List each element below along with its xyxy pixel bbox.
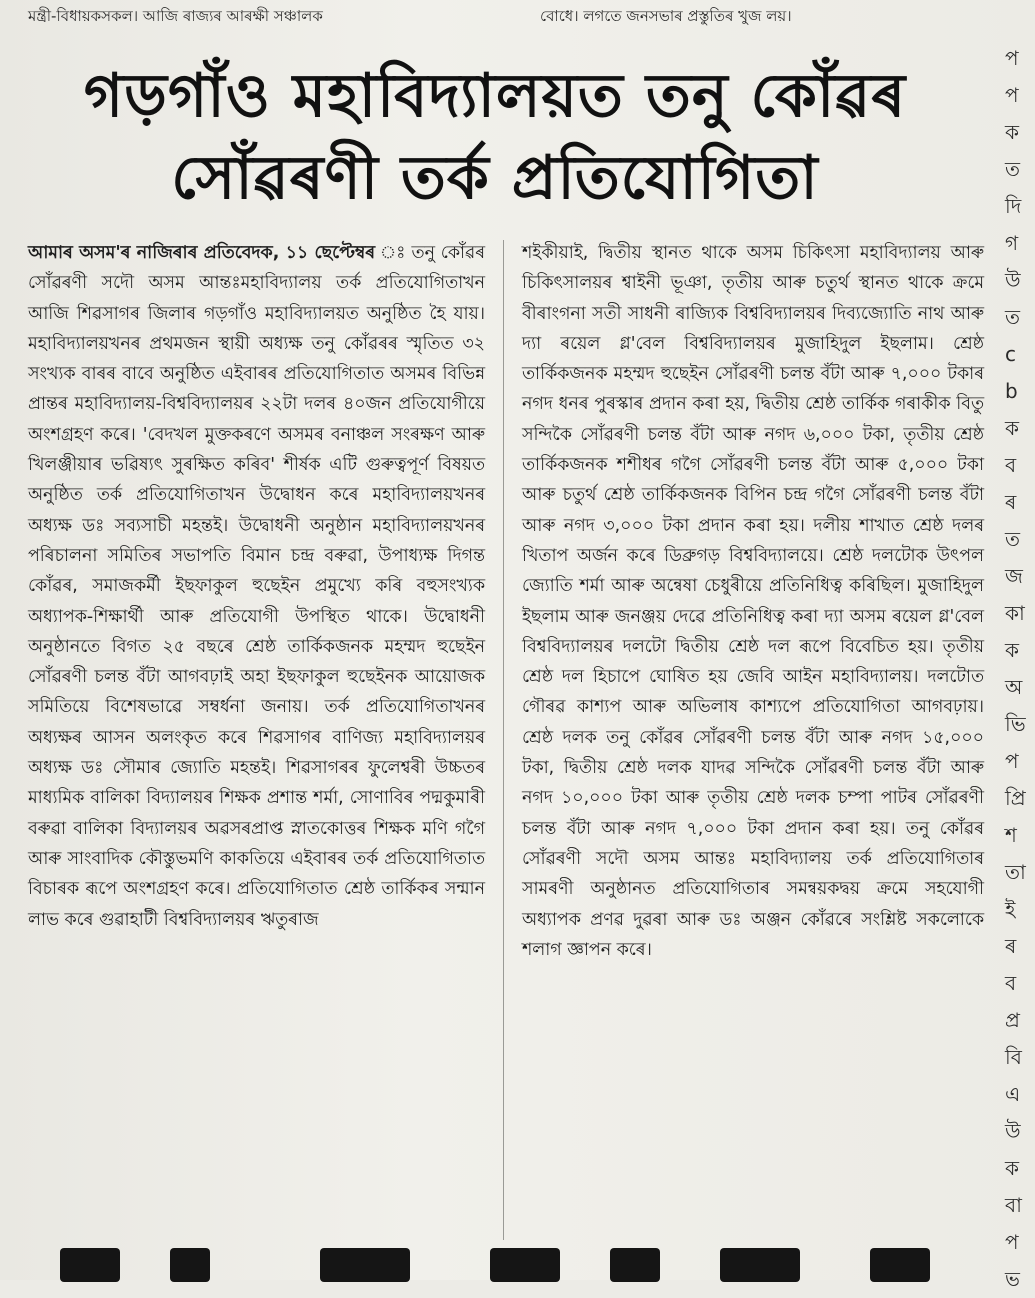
edge-fragment: ৰ <box>1005 934 1017 958</box>
edge-fragment: ক <box>1005 638 1019 662</box>
edge-fragment: প <box>1005 46 1019 70</box>
middle-column-text: শইকীয়াই, দ্বিতীয় স্থানত থাকে অসম চিকিৎসা মহাবিদ্যালয় আৰু চিকিৎসালয়ৰ শ্বাইনী ভূঞা, তৃতীয় আৰু চতুৰ্থ স্থানত থাকে ক্ৰমে বীৰাংগনা সতী সাধনী ৰাজ্যিক বিশ্ববিদ্যালয়ৰ দিব্যজ্যোতি নাথ আৰু দ্যা ৰয়েল গ্ল'বেল বিশ্ববিদ্যালয়ৰ মুজাহিদুল ইছলাম। শ্ৰেষ্ঠ তাৰ্কিকজনক মহম্মদ হুছেইন সোঁৱৰণী চলন্ত বঁটা আৰু ৭,০০০ টকাৰ নগদ ধনৰ পুৰস্কাৰ প্ৰদান কৰা হয়, দ্বিতীয় শ্ৰেষ্ঠ তাৰ্কিক গৰাকীক বিতু সন্দিকৈ সোঁৱৰণী চলন্ত বঁটা আৰু নগদ ৬,০০০ টকা, তৃতীয় শ্ৰেষ্ঠ তাৰ্কিকজনক শশীধৰ গগৈ সোঁৱৰণী চলন্ত বঁটা আৰু ৫,০০০ টকা আৰু চতুৰ্থ শ্ৰেষ্ঠ তাৰ্কিকজনক বিপিন চন্দ্ৰ গগৈ সোঁৱৰণী চলন্ত বঁটা আৰু নগদ ৩,০০০ টকা প্ৰদান কৰা হয়। দলীয় শাখাত শ্ৰেষ্ঠ দলৰ খিতাপ অৰ্জন কৰে ডিব্ৰুগড় বিশ্ববিদ্যালয়ে। শ্ৰেষ্ঠ দলটোক উৎপল জ্যোতি শৰ্মা আৰু অন্বেষা চেধুৰীয়ে প্ৰতিনিধিত্ব কৰিছিল। মুজাহিদুল ইছলাম আৰু জনঞ্জয় দেৱে প্ৰতিনিধিত্ব কৰা দ্যা অসম ৰয়েল গ্ল'বেল বিশ্ববিদ্যালয়ৰ দলটো দ্বিতীয় শ্ৰেষ্ঠ দল ৰূপে বিবেচিত হয়। তৃতীয় শ্ৰেষ্ঠ দল হিচাপে ঘোষিত হয় জেবি আইন মহাবিদ্যালয়। দলটোত গৌৰৱ কাশ্যপ আৰু অভিলাষ কাশ্যপে প্ৰতিযোগিতা আগবঢ়ায়। শ্ৰেষ্ঠ দলক তনু কোঁৱৰ সোঁৱৰণী চলন্ত বঁটা আৰু নগদ ১৫,০০০ টকা, দ্বিতীয় শ্ৰেষ্ঠ দলক যাদৱ সন্দিকৈ সোঁৱৰণী চলন্ত বঁটা আৰু নগদ ১০,০০০ টকা আৰু তৃতীয় শ্ৰেষ্ঠ দলক চম্পা পাটৰ সোঁৱৰণী চলন্ত বঁটা আৰু নগদ ৭,০০০ টকা প্ৰদান কৰা হয়। তনু কোঁৱৰ সোঁৱৰণী সদৌ অসম আন্তঃ মহাবিদ্যালয় তৰ্ক প্ৰতিযোগিতাৰ সামৰণী অনুষ্ঠানত প্ৰতিযোগিতাৰ সমন্বয়কদ্বয় ক্ৰমে সহযোগী অধ্যাপক প্ৰণৱ দুৱৰা আৰু ডঃ অঞ্জন কোঁৱৰে সংশ্লিষ্ট সকলোকে শলাগ জ্ঞাপন কৰে। <box>522 243 984 960</box>
edge-fragment: উ <box>1005 1119 1021 1143</box>
edge-fragment: অ <box>1005 675 1023 699</box>
edge-fragment: c <box>1005 342 1016 366</box>
edge-fragment: এ <box>1005 1082 1021 1106</box>
edge-fragment: দি <box>1005 194 1022 218</box>
top-strip-left: মন্ত্ৰী-বিধায়কসকল। আজি ৰাজ্যৰ আৰক্ষী সঞ্চালক <box>28 7 323 25</box>
edge-fragment: b <box>1005 379 1018 403</box>
edge-fragment: বা <box>1005 1193 1022 1217</box>
edge-fragment: উ <box>1005 268 1021 292</box>
edge-fragment: ক <box>1005 416 1019 440</box>
edge-fragment: ব <box>1005 453 1017 477</box>
edge-fragment: ভি <box>1005 712 1026 736</box>
next-headline-fragment <box>20 1240 1020 1280</box>
edge-fragment: প <box>1005 83 1019 107</box>
edge-fragment: প <box>1005 749 1019 773</box>
edge-fragment: প্ৰ <box>1005 1008 1020 1032</box>
edge-fragment: বি <box>1005 1045 1022 1069</box>
headline-line-2: সোঁৱৰণী তৰ্ক প্ৰতিযোগিতা <box>171 143 819 213</box>
edge-fragment: কা <box>1005 601 1025 625</box>
edge-fragment: ক <box>1005 1156 1019 1180</box>
edge-fragment: শ <box>1005 823 1017 847</box>
headline-ink-mark <box>490 1248 560 1282</box>
headline-line-1: গড়গাঁও মহাবিদ্যালয়ত তনু কোঁৱৰ <box>83 61 907 131</box>
edge-fragment: ই <box>1005 897 1016 921</box>
edge-fragment: ত <box>1005 157 1021 181</box>
adjacent-article-fragment <box>1005 40 1035 1291</box>
byline: আমাৰ অসম'ৰ নাজিৰাৰ প্ৰতিবেদক, ১১ ছেপ্টেম্বৰ <box>28 243 376 263</box>
previous-article-fragment <box>28 2 988 32</box>
headline-ink-mark <box>870 1248 930 1282</box>
top-strip-right: বোধে। লগতে জনসভাৰ প্ৰস্তুতিৰ খুজ লয়। <box>540 7 792 25</box>
left-column-text: ঃ তনু কোঁৱৰ সোঁৱৰণী সদৌ অসম আন্তঃমহাবিদ্যালয় তৰ্ক প্ৰতিযোগিতাখন আজি শিৱসাগৰ জিলাৰ গড়গাঁও মহাবিদ্যালয়ত অনুষ্ঠিত হৈ যায়। মহাবিদ্যালয়খনৰ প্ৰথমজন স্থায়ী অধ্যক্ষ তনু কোঁৱৰৰ স্মৃতিত ৩২ সংখ্যক বাৰৰ বাবে অনুষ্ঠিত এইবাৰৰ প্ৰতিযোগিতাত অসমৰ বিভিন্ন প্ৰান্তৰ মহাবিদ্যালয়-বিশ্ববিদ্যালয়ৰ ২২টা দলৰ ৪০জন প্ৰতিযোগীয়ে অংশগ্ৰহণ কৰে। 'বেদখল মুক্তকৰণে অসমৰ বনাঞ্চল সংৰক্ষণ আৰু খিলঞ্জীয়াৰ ভৱিষ্যৎ সুৰক্ষিত কৰিব' শীৰ্ষক এটি গুৰুত্বপূৰ্ণ বিষয়ত অনুষ্ঠিত তৰ্ক প্ৰতিযোগিতাখন উদ্বোধন কৰে মহাবিদ্যালয়খনৰ অধ্যক্ষ ডঃ সব্যসাচী মহন্তই। উদ্বোধনী অনুষ্ঠান মহাবিদ্যালয়খনৰ পৰিচালনা সমিতিৰ সভাপতি বিমান চন্দ্ৰ বৰুৱা, উপাধ্যক্ষ দিগন্ত কোঁৱৰ, সমাজকৰ্মী ইছফাকুল হুছেইন প্ৰমুখ্যে কৰি বহুসংখ্যক অধ্যাপক-শিক্ষাৰ্থী আৰু প্ৰতিযোগী উপস্থিত থাকে। উদ্বোধনী অনুষ্ঠানতে বিগত ২৫ বছৰে শ্ৰেষ্ঠ তাৰ্কিকজনক মহম্মদ হুছেইন সোঁৱৰণী চলন্ত বঁটা আগবঢ়াই অহা ইছফাকুল হুছেইনক আয়োজক সমিতিয়ে বিশেষভাৱে সম্বৰ্ধনা জনায়। তৰ্ক প্ৰতিযোগিতাখনৰ অধ্যক্ষৰ আসন অলংকৃত কৰে শিৱসাগৰ বাণিজ্য মহাবিদ্যালয়ৰ অধ্যক্ষ ডঃ সৌমাৰ জ্যোতি মহন্তই। শিৱসাগৰৰ ফুলেশ্বৰী উচ্চতৰ মাধ্যমিক বালিকা বিদ্যালয়ৰ শিক্ষক প্ৰশান্ত শৰ্মা, সোণাবিৰ পদ্মকুমাৰী বৰুৱা বালিকা বিদ্যালয়ৰ অৱসৰপ্ৰাপ্ত স্নাতকোত্তৰ শিক্ষক মণি গগৈ আৰু সাংবাদিক কৌস্তুভমণি কাকতিয়ে এইবাৰৰ তৰ্ক প্ৰতিযোগিতাত বিচাৰক ৰূপে অংশগ্ৰহণ কৰে। প্ৰতিযোগিতাত শ্ৰেষ্ঠ তাৰ্কিকৰ সন্মান লাভ কৰে গুৱাহাটী বিশ্ববিদ্যালয়ৰ ঋতুৰাজ <box>28 243 486 930</box>
headline-ink-mark <box>320 1248 410 1282</box>
headline-ink-mark <box>720 1248 800 1282</box>
edge-fragment: গ <box>1005 231 1019 255</box>
article-column-middle <box>522 238 984 1238</box>
article-headline <box>30 55 960 219</box>
article-column-left <box>28 238 485 1238</box>
headline-ink-mark <box>60 1248 120 1282</box>
edge-fragment: তা <box>1005 860 1026 884</box>
edge-fragment: প <box>1005 1230 1019 1254</box>
edge-fragment: ভ <box>1005 1267 1020 1291</box>
headline-ink-mark <box>610 1248 660 1282</box>
edge-fragment: ৰ <box>1005 490 1017 514</box>
edge-fragment: ত <box>1005 527 1021 551</box>
edge-fragment: প্ৰি <box>1005 786 1026 810</box>
edge-fragment: ব <box>1005 971 1017 995</box>
column-divider <box>503 240 504 1240</box>
headline-ink-mark <box>170 1248 210 1282</box>
edge-fragment: ক <box>1005 120 1019 144</box>
edge-fragment: ত <box>1005 305 1021 329</box>
edge-fragment: জ <box>1005 564 1023 588</box>
